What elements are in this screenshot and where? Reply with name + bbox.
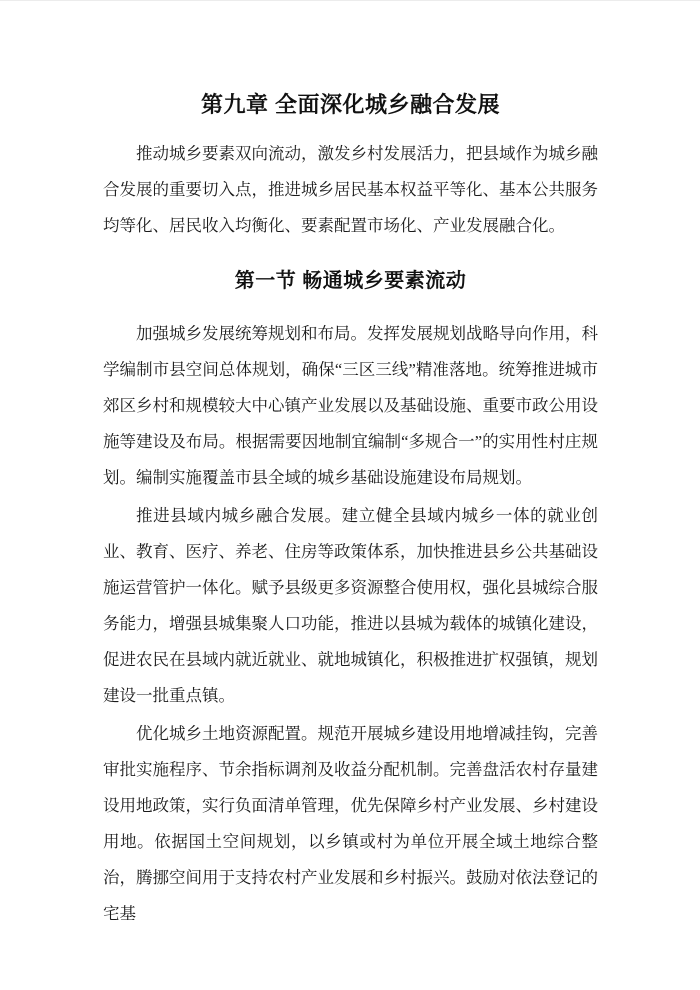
body-paragraph-planning: 加强城乡发展统筹规划和布局。发挥发展规划战略导向作用，科学编制市县空间总体规划，确保“三区三线”精准落地。统筹推进城市郊区乡村和规模较大中心镇产业发展以及基础设施、重要市政公用设施等建设及布局。根据需要因地制宜编制“多规合一”的实用性村庄规划。编制实施覆盖市县全域的城乡基础设施建设布局规划。 xyxy=(103,324,598,487)
chapter-title: 第九章 全面深化城乡融合发展 xyxy=(200,92,501,117)
document-content xyxy=(103,1,598,934)
body-paragraph-land-resources: 优化城乡土地资源配置。规范开展城乡建设用地增减挂钩，完善审批实施程序、节余指标调剂及收益分配机制。完善盘活农村存量建设用地政策，实行负面清单管理，优先保障乡村产业发展、乡村建设用地。依据国土空间规划，以乡镇或村为单位开展全域土地综合整治，腾挪空间用于支持农村产业发展和乡村振兴。鼓励对依法登记的宅基 xyxy=(103,724,598,923)
body-paragraph-intro: 推动城乡要素双向流动，激发乡村发展活力，把县域作为城乡融合发展的重要切入点，推进城乡居民基本权益平等化、基本公共服务均等化、居民收入均衡化、要素配置市场化、产业发展融合化。 xyxy=(103,144,598,235)
section-title: 第一节 畅通城乡要素流动 xyxy=(234,270,467,292)
body-paragraph-county-integration: 推进县域内城乡融合发展。建立健全县域内城乡一体的就业创业、教育、医疗、养老、住房等政策体系，加快推进县乡公共基础设施运营管护一体化。赋予县级更多资源整合使用权，强化县城综合服务能力，增强县城集聚人口功能，推进以县城为载体的城镇化建设，促进农民在县域内就近就业、就地城镇化，积极推进扩权强镇，规划建设一批重点镇。 xyxy=(103,506,598,705)
